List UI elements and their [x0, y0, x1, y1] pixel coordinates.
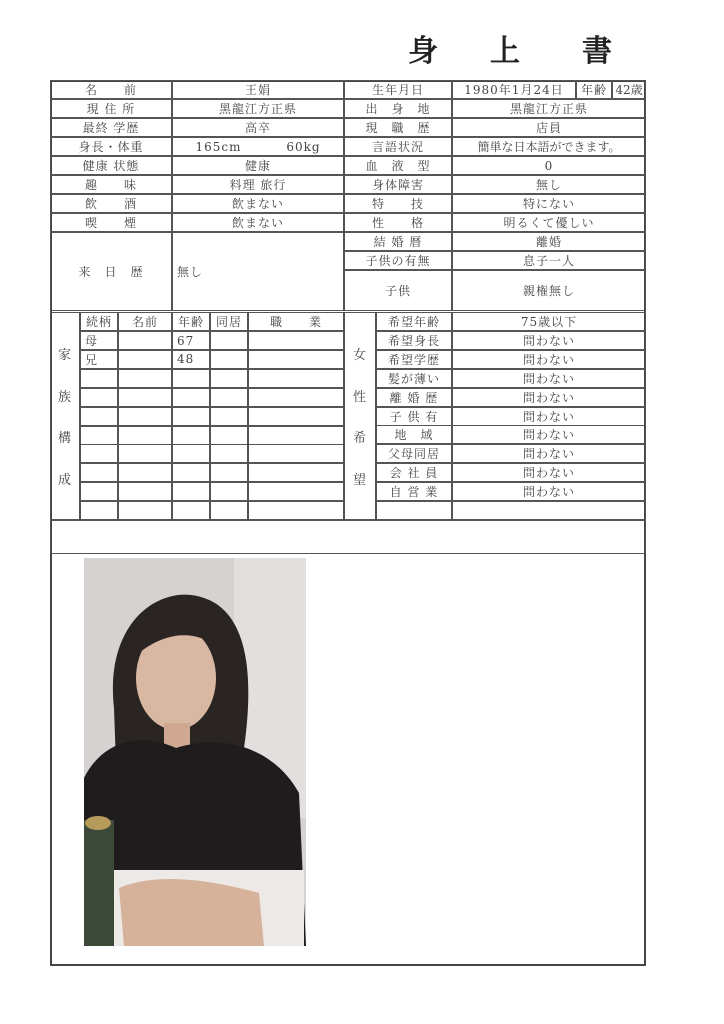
- blank-row: [50, 520, 646, 554]
- family-side-label: 家 族 構 成: [50, 312, 80, 520]
- family-cell-relation: [80, 369, 118, 388]
- family-header-relation: 続柄: [80, 312, 118, 331]
- family-cell-cohabit: [210, 407, 248, 426]
- family-cell-relation: [80, 444, 118, 463]
- preference-label: 髪が薄い: [376, 369, 452, 388]
- education-label: 最終 学歴: [50, 118, 172, 137]
- child-label: 子供: [344, 270, 452, 311]
- preference-side-label: 女 性 希 望: [344, 312, 376, 520]
- birth-value: 1980年1月24日: [452, 80, 576, 99]
- profile-photo: [84, 558, 306, 946]
- preference-value: [452, 501, 646, 520]
- children-value: 息子一人: [452, 251, 646, 270]
- profile-form: [50, 80, 646, 554]
- marriage-value: 離婚: [452, 232, 646, 251]
- origin-value: 黑龍江方正県: [452, 99, 646, 118]
- family-cell-occupation: [248, 444, 344, 463]
- health-value: 健康: [172, 156, 344, 175]
- family-cell-age: 48: [172, 350, 210, 369]
- family-cell-age: [172, 501, 210, 520]
- family-cell-cohabit: [210, 444, 248, 463]
- family-cell-age: [172, 482, 210, 501]
- family-cell-name: [118, 501, 172, 520]
- preference-value: 75歳以下: [452, 312, 646, 331]
- drinking-label: 飲 酒: [50, 194, 172, 213]
- preference-value: 問わない: [452, 425, 646, 444]
- blood-label: 血 液 型: [344, 156, 452, 175]
- family-cell-relation: [80, 426, 118, 445]
- title-char: 身: [408, 34, 438, 69]
- preference-value: 問わない: [452, 444, 646, 463]
- family-cell-relation: [80, 407, 118, 426]
- personality-label: 性 格: [344, 213, 452, 232]
- family-cell-age: [172, 369, 210, 388]
- family-cell-age: [172, 444, 210, 463]
- family-cell-cohabit: [210, 331, 248, 350]
- personality-value: 明るくて優しい: [452, 213, 646, 232]
- family-cell-name: [118, 350, 172, 369]
- smoking-label: 喫 煙: [50, 213, 172, 232]
- height-value: 165cm: [195, 139, 242, 154]
- family-cell-occupation: [248, 426, 344, 445]
- title-char: 上: [490, 34, 520, 69]
- height-weight-value: [172, 137, 344, 156]
- preference-label: 父母同居: [376, 444, 452, 463]
- family-cell-relation: [80, 501, 118, 520]
- skill-value: 特にない: [452, 194, 646, 213]
- family-cell-age: [172, 426, 210, 445]
- title-char: 書: [582, 34, 612, 69]
- drinking-value: 飲まない: [172, 194, 344, 213]
- children-label: 子供の有無: [344, 251, 452, 270]
- preference-label: 地 域: [376, 425, 452, 444]
- family-cell-name: [118, 331, 172, 350]
- family-cell-occupation: [248, 350, 344, 369]
- preference-value: 問わない: [452, 463, 646, 482]
- family-cell-occupation: [248, 369, 344, 388]
- family-header-occupation: 職 業: [248, 312, 344, 331]
- education-value: 高卒: [172, 118, 344, 137]
- japan-visit-value: 無し: [172, 232, 344, 311]
- preference-value: 問わない: [452, 482, 646, 501]
- document-title: [390, 26, 630, 69]
- family-cell-name: [118, 444, 172, 463]
- preference-value: 問わない: [452, 350, 646, 369]
- weight-value: 60kg: [286, 139, 321, 154]
- family-cell-relation: 母: [80, 331, 118, 350]
- family-cell-occupation: [248, 331, 344, 350]
- skill-label: 特 技: [344, 194, 452, 213]
- preference-value: 問わない: [452, 331, 646, 350]
- family-cell-age: 67: [172, 331, 210, 350]
- name-value: 王娟: [172, 80, 344, 99]
- family-cell-name: [118, 369, 172, 388]
- disability-value: 無し: [452, 175, 646, 194]
- family-cell-cohabit: [210, 482, 248, 501]
- family-cell-occupation: [248, 388, 344, 407]
- family-cell-name: [118, 407, 172, 426]
- preference-label: 希望学歴: [376, 350, 452, 369]
- preference-label: 子 供 有: [376, 407, 452, 426]
- hobby-value: 料理 旅行: [172, 175, 344, 194]
- family-header-age: 年齢: [172, 312, 210, 331]
- family-cell-relation: [80, 463, 118, 482]
- preference-label: 離 婚 歴: [376, 388, 452, 407]
- family-cell-occupation: [248, 482, 344, 501]
- family-cell-cohabit: [210, 369, 248, 388]
- family-cell-occupation: [248, 407, 344, 426]
- birth-label: 生年月日: [344, 80, 452, 99]
- family-cell-age: [172, 407, 210, 426]
- address-label: 現 住 所: [50, 99, 172, 118]
- family-cell-name: [118, 426, 172, 445]
- age-label: 年齢: [576, 80, 612, 99]
- smoking-value: 飲まない: [172, 213, 344, 232]
- preference-label: 希望年齢: [376, 312, 452, 331]
- family-cell-name: [118, 482, 172, 501]
- family-cell-cohabit: [210, 426, 248, 445]
- preference-label: 自 営 業: [376, 482, 452, 501]
- family-cell-relation: 兄: [80, 350, 118, 369]
- origin-label: 出 身 地: [344, 99, 452, 118]
- preference-label: 会 社 員: [376, 463, 452, 482]
- preference-label: 希望身長: [376, 331, 452, 350]
- japan-visit-label: 来 日 歴: [50, 232, 172, 311]
- family-cell-occupation: [248, 501, 344, 520]
- child-value: 親権無し: [452, 270, 646, 311]
- family-cell-age: [172, 388, 210, 407]
- family-header-cohabit: 同居: [210, 312, 248, 331]
- disability-label: 身体障害: [344, 175, 452, 194]
- family-header-name: 名前: [118, 312, 172, 331]
- job-value: 店員: [452, 118, 646, 137]
- age-value: 42歳: [612, 80, 646, 99]
- health-label: 健康 状態: [50, 156, 172, 175]
- height-weight-label: 身長・体重: [50, 137, 172, 156]
- family-cell-cohabit: [210, 388, 248, 407]
- blood-value: 0: [452, 156, 646, 175]
- hobby-label: 趣 味: [50, 175, 172, 194]
- family-cell-age: [172, 463, 210, 482]
- family-cell-name: [118, 388, 172, 407]
- marriage-label: 結 婚 暦: [344, 232, 452, 251]
- preference-value: 問わない: [452, 388, 646, 407]
- job-label: 現 職 歴: [344, 118, 452, 137]
- language-value: 簡単な日本語ができます。: [452, 137, 646, 156]
- family-cell-occupation: [248, 463, 344, 482]
- family-cell-cohabit: [210, 501, 248, 520]
- name-label: 名 前: [50, 80, 172, 99]
- family-cell-name: [118, 463, 172, 482]
- address-value: 黑龍江方正県: [172, 99, 344, 118]
- language-label: 言語状況: [344, 137, 452, 156]
- family-cell-cohabit: [210, 463, 248, 482]
- family-cell-cohabit: [210, 350, 248, 369]
- family-cell-relation: [80, 482, 118, 501]
- preference-label: [376, 501, 452, 520]
- portrait-illustration: [84, 558, 306, 946]
- family-cell-relation: [80, 388, 118, 407]
- preference-value: 問わない: [452, 369, 646, 388]
- preference-value: 問わない: [452, 407, 646, 426]
